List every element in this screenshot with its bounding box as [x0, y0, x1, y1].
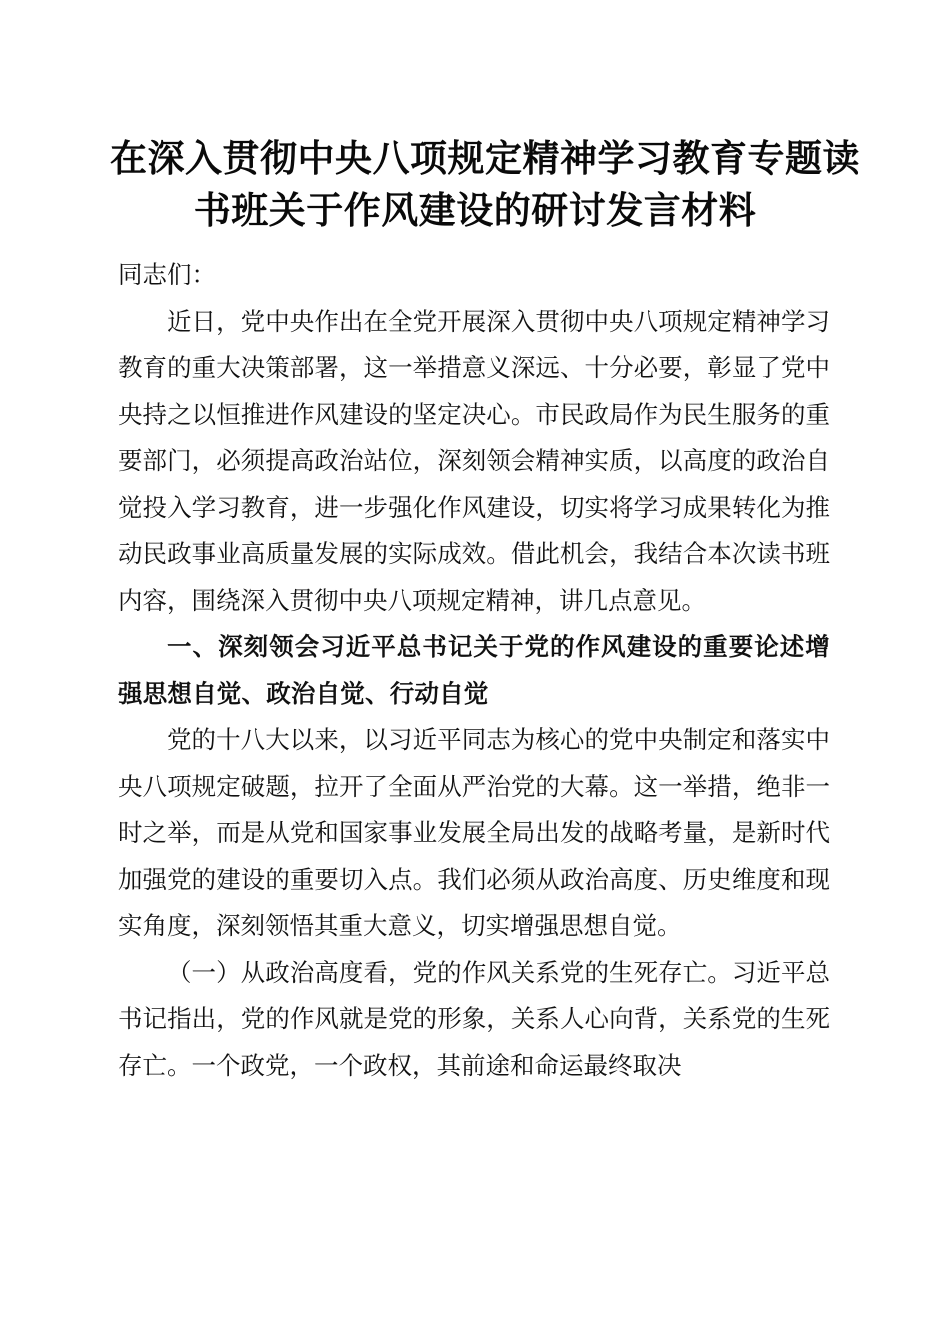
intro-paragraph: 近日，党中央作出在全党开展深入贯彻中央八项规定精神学习教育的重大决策部署，这一举措意义深远、十分必要，彰显了党中央持之以恒推进作风建设的坚定决心。市民政局作为民生服务的重要部门，必须提高政治站位，深刻领会精神实质，以高度的政治自觉投入学习教育，进一步强化作风建设，切实将学习成果转化为推动民政事业高质量发展的实际成效。借此机会，我结合本次读书班内容，围绕深入贯彻中央八项规定精神，讲几点意见。	[118, 306, 830, 615]
section-1-paragraph: 党的十八大以来，以习近平同志为核心的党中央制定和落实中央八项规定破题，拉开了全面从严治党的大幕。这一举措，绝非一时之举，而是从党和国家事业发展全局出发的战略考量，是新时代加强党的建设的重要切入点。我们必须从政治高度、历史维度和现实角度，深刻领悟其重大意义，切实增强思想自觉。	[118, 725, 830, 940]
title-line-1: 在深入贯彻中央八项规定精神学习教育专题读	[110, 136, 860, 180]
salutation: 同志们：	[118, 260, 216, 289]
subsection-1-paragraph: （一）从政治高度看，党的作风关系党的生死存亡。习近平总书记指出，党的作风就是党的形象，关系人心向背，关系党的生死存亡。一个政党，一个政权，其前途和命运最终取决	[118, 957, 830, 1080]
document-title	[110, 132, 860, 236]
document-body	[118, 252, 830, 1089]
section-heading-1: 一、深刻领会习近平总书记关于党的作风建设的重要论述增强思想自觉、政治自觉、行动自觉	[118, 632, 830, 708]
title-line-2: 书班关于作风建设的研讨发言材料	[193, 188, 757, 232]
